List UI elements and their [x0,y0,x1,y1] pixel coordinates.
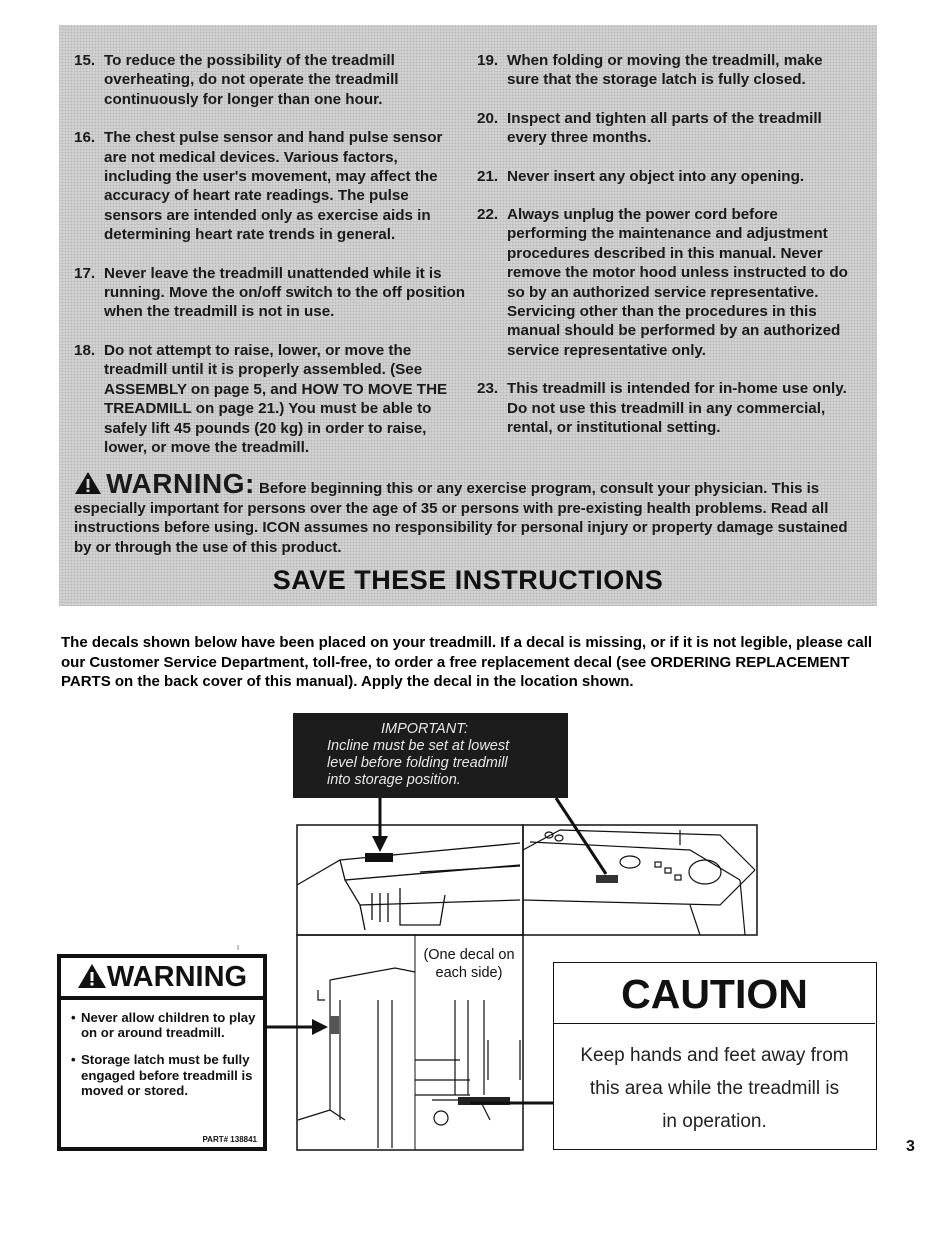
safety-item: 15. To reduce the possibility of the treadmill overheating, do not operate the treadmill continuously for longer than one hour. [74,52,399,108]
motor-hood-frame [297,825,523,935]
safety-item: 17. Never leave the treadmill unattended while it is running. Move the on/off switch to the off position when the treadmill is not in use. [74,264,466,321]
safety-item: 18. Do not attempt to raise, lower, or move the treadmill until it is properly assembled. (See ASSEMBLY on page 5, and HOW TO MOVE THE TREADMILL on page 21.) You must be able to safely lift 45 pounds (20 kg) in order to raise, lower, or move the treadmill. [74,341,448,456]
warning-decal [57,954,267,1151]
important-decal-heading: IMPORTANT: [381,721,468,737]
safety-instructions-panel [59,25,877,606]
warning-heading: WARNING: [106,468,255,499]
list-item: • Never allow children to play on or around treadmill. [71,1010,256,1041]
safety-list-right [477,51,852,457]
part-number: PART# 138841 [202,1135,257,1144]
important-decal [293,713,568,798]
decal-intro-text: The decals shown below have been placed on your treadmill. If a decal is missing, or if it is not legible, please call our Customer Service Department, toll-free, to order a free replacement decal (see ORDERING REPLACEMENT PARTS on the back cover of this manual). Apply the decal in the location shown. [61,634,873,690]
list-item: • Storage latch must be fully engaged before treadmill is moved or stored. [71,1052,253,1098]
safety-item: 21. Never insert any object into any opening. [477,167,805,185]
important-decal-line: Incline must be set at lowest [327,738,510,754]
caution-decal-location [458,1097,510,1105]
warning-triangle-icon [77,963,107,989]
save-instructions-heading: SAVE THESE INSTRUCTIONS [272,565,664,595]
caution-text: Keep hands and feet away from this area while the treadmill is in operation. [580,1045,849,1132]
safety-item: 19. When folding or moving the treadmill, make sure that the storage latch is fully closed. [477,52,823,89]
safety-item: 22. Always unplug the power cord before performing the maintenance and adjustment procedures described in this manual. Never remove the motor hood unless instructed to do so by an authorized service representative. Servicing other than the procedures in this manual should be performed by an authorized service representative only. [477,206,848,359]
page-number: 3 [906,1138,915,1155]
important-decal-line: into storage position. [327,772,461,788]
treadmill-side-sketch [298,968,520,1148]
console-decal-location [596,875,618,883]
safety-item: 23. This treadmill is intended for in-home use only. Do not use this treadmill in any commercial, rental, or institutional setting. [477,380,847,437]
caution-decal [553,962,877,1150]
important-decal-line: level before folding treadmill [327,755,508,771]
general-warning [74,468,864,557]
console-sketch [523,830,755,935]
safety-list-left [74,51,466,476]
one-decal-note: (One decal on each side) [423,947,515,981]
important-decal-location [365,853,393,862]
warning-triangle-icon [74,471,102,495]
warning-decal-heading: WARNING [61,958,263,1000]
safety-item: 20. Inspect and tighten all parts of the treadmill every three months. [477,109,822,147]
arrow-down-icon [372,836,388,852]
warning-decal-list [71,1010,259,1110]
arrow-right-icon [312,1019,328,1035]
caution-heading: CAUTION [554,963,875,1024]
console-frame [523,825,757,935]
safety-item: 16. The chest pulse sensor and hand pulse sensor are not medical devices. Various factors, including the user's movement, may affect the accuracy of heart rate readings. The pulse sensors are intended only as exercise aids in determining heart rate trends in general. [74,129,443,244]
motor-hood-sketch [297,843,520,930]
warning-text: Before beginning this or any exercise program, consult your physician. This is especially important for persons over the age of 35 or persons with pre-existing health problems. Read all instructions before using. ICON assumes no responsibility for personal injury or property damage sustained by or through the use of this product. [74,480,848,556]
warning-decal-location [330,1016,339,1034]
